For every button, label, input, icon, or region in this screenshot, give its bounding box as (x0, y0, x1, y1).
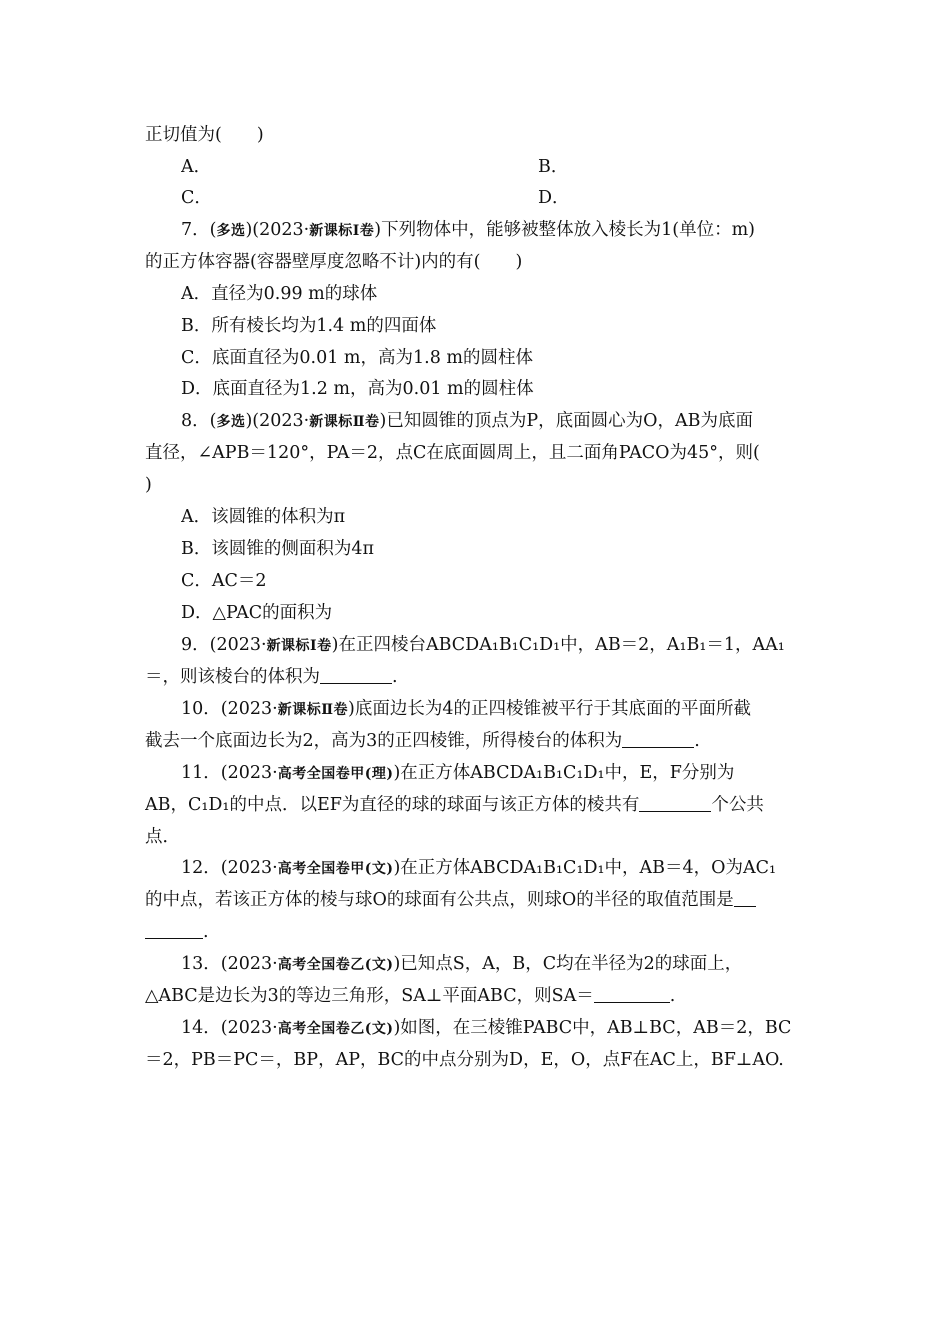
question-text: 截去一个底面边长为2，高为3的正四棱锥，所得棱台的体积为 (145, 731, 623, 751)
question-13-line-2: △ABC是边长为3的等边三角形，SA⊥平面ABC，则SA＝ . (145, 986, 676, 1006)
question-text: )已知圆锥的顶点为P，底面圆心为O，AB为底面 (379, 411, 753, 431)
question-number: 14．(2023· (181, 1018, 278, 1038)
question-9-line-1 (181, 629, 808, 661)
question-text: )在正方体ABCDA₁B₁C₁D₁中，AB＝4，O为AC₁ (393, 858, 777, 878)
line-tangent-question: 正切值为( ) (145, 125, 264, 145)
source-tag: 高考全国卷乙(文) (277, 1021, 394, 1037)
question-11-line-1 (181, 757, 808, 789)
question-10-line-2: 截去一个底面边长为2，高为3的正四棱锥，所得棱台的体积为 . (145, 731, 700, 751)
question-text: )底面边长为4的正四棱锥被平行于其底面的平面所截 (348, 699, 751, 719)
source-tag: 新课标Ⅱ卷 (309, 414, 380, 430)
question-14-line-2: ＝2，PB＝PC＝，BP，AP，BC的中点分别为D，E，O，点F在AC上，BF⊥AO. (145, 1050, 784, 1070)
question-text: )在正方体ABCDA₁B₁C₁D₁中，E，F分别为 (393, 763, 735, 783)
question-8-line-3: ) (145, 475, 152, 495)
question-number: 7．( (181, 220, 217, 240)
question-7-option-a: A．直径为0.99 m的球体 (181, 284, 378, 304)
question-8-option-c: C．AC＝2 (181, 571, 267, 591)
question-number: 8．( (181, 411, 217, 431)
question-8-line-1 (181, 405, 808, 437)
option-a: A． (181, 157, 212, 177)
source-tag: 高考全国卷甲(文) (277, 861, 394, 877)
question-number: 13．(2023· (181, 954, 278, 974)
answer-blank (594, 986, 670, 1003)
question-text: ＝，则该棱台的体积为 (145, 667, 320, 687)
source-tag: 高考全国卷乙(文) (277, 957, 394, 973)
multi-select-tag: 多选 (216, 414, 246, 430)
question-12-line-2 (145, 884, 808, 916)
question-text: )已知点S，A，B，C均在半径为2的球面上， (393, 954, 743, 974)
source-tag: 新课标Ⅰ卷 (309, 223, 375, 239)
answer-blank (734, 890, 756, 907)
option-c: C． (181, 188, 212, 208)
question-7-option-b: B．所有棱长均为1.4 m的四面体 (181, 316, 437, 336)
question-8-option-a: A．该圆锥的体积为π (181, 507, 346, 527)
question-7-option-d: D．底面直径为1.2 m，高为0.01 m的圆柱体 (181, 379, 534, 399)
question-12-line-1 (181, 852, 808, 884)
option-d: D． (538, 188, 570, 208)
question-11-line-2 (145, 789, 808, 821)
question-text: )在正四棱台ABCDA₁B₁C₁D₁中，AB＝2，A₁B₁＝1，AA₁ (331, 635, 785, 655)
question-8-option-d: D．△PAC的面积为 (181, 603, 333, 623)
question-text: 个公共 (711, 795, 764, 815)
question-7-line-1 (181, 214, 808, 246)
question-text: △ABC是边长为3的等边三角形，SA⊥平面ABC，则SA＝ (145, 986, 594, 1006)
question-8-option-b: B．该圆锥的侧面积为4π (181, 539, 374, 559)
answer-blank (320, 667, 392, 684)
question-text: 的中点，若该正方体的棱与球O的球面有公共点，则球O的半径的取值范围是 (145, 890, 734, 910)
question-9-line-2: ＝，则该棱台的体积为 . (145, 667, 398, 687)
source-tag: 高考全国卷甲(理) (277, 766, 394, 782)
answer-blank-continued (145, 922, 203, 939)
question-number: 10．(2023· (181, 699, 278, 719)
multi-select-tag: 多选 (216, 223, 246, 239)
question-12-line-3: . (145, 916, 808, 948)
answer-blank (639, 795, 711, 812)
year-prefix: )(2023· (245, 220, 310, 240)
question-text: AB，C₁D₁的中点．以EF为直径的球的球面与该正方体的棱共有 (145, 795, 640, 815)
question-13-line-1 (181, 948, 808, 980)
year-prefix: )(2023· (245, 411, 310, 431)
question-14-line-1 (181, 1012, 808, 1044)
question-number: 9．(2023· (181, 635, 267, 655)
question-7-line-2: 的正方体容器(容器壁厚度忽略不计)内的有( ) (145, 252, 523, 272)
question-number: 11．(2023· (181, 763, 278, 783)
question-11-line-3: 点． (145, 827, 180, 847)
question-text: )如图，在三棱锥PABC中，AB⊥BC，AB＝2，BC (393, 1018, 792, 1038)
question-number: 12．(2023· (181, 858, 278, 878)
source-tag: 新课标Ⅰ卷 (266, 638, 332, 654)
question-7-option-c: C．底面直径为0.01 m，高为1.8 m的圆柱体 (181, 348, 533, 368)
question-10-line-1 (181, 693, 808, 725)
source-tag: 新课标Ⅱ卷 (277, 702, 349, 718)
question-8-line-2: 直径，∠APB＝120°，PA＝2，点C在底面圆周上，且二面角PACO为45°，则( (145, 443, 760, 463)
question-text: )下列物体中，能够被整体放入棱长为1(单位：m) (374, 220, 756, 240)
answer-blank (622, 731, 694, 748)
option-b: B． (538, 157, 569, 177)
